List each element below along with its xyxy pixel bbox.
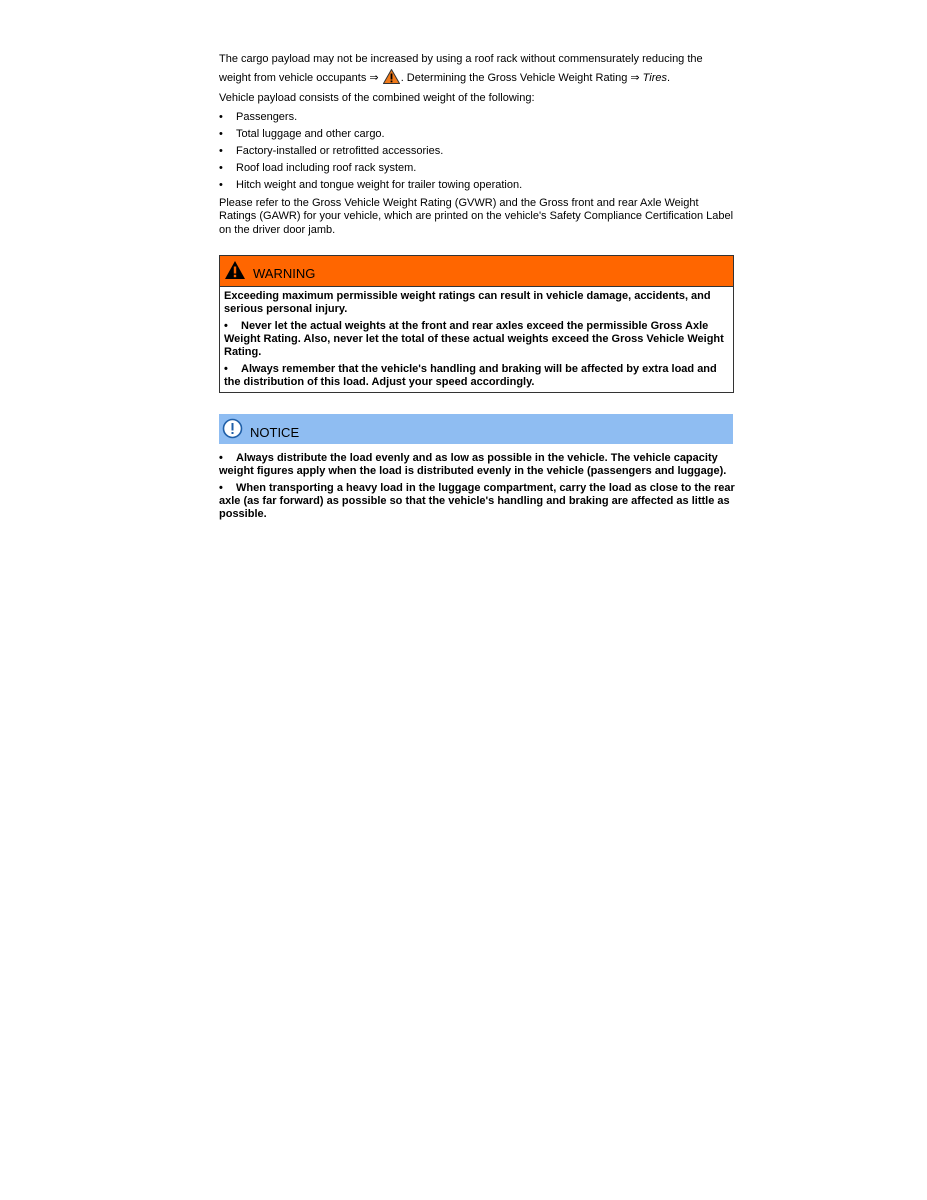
warning-title: WARNING xyxy=(253,266,316,281)
warning-body xyxy=(220,287,733,392)
notice-body xyxy=(219,452,735,525)
warning-box xyxy=(219,255,734,393)
intro-line-2-end: . xyxy=(667,72,671,84)
cargo-payload-paragraph xyxy=(219,50,735,91)
list-item-text: Total luggage and other cargo. xyxy=(236,127,385,140)
intro-line-2a: weight from vehicle occupants ⇒ xyxy=(219,72,382,84)
intro-line-2b: . Determining the Gross Vehicle Weight Rating ⇒ xyxy=(400,72,643,84)
bullet: • xyxy=(219,161,223,174)
notice-header xyxy=(219,414,733,444)
list-item-text: Passengers. xyxy=(236,110,298,123)
list-item-text: Factory-installed or retrofitted accessories. xyxy=(236,144,444,157)
bullet: • xyxy=(219,144,223,157)
warning-item xyxy=(224,320,729,359)
warning-item-text: Always remember that the vehicle's handling and braking will be affected by extra load and the distribution of this load. Adjust your speed accordingly. xyxy=(224,363,717,388)
intro-line-1: The cargo payload may not be increased by using a roof rack without commensurately reducing the xyxy=(219,53,703,65)
list-item-text: Roof load including roof rack system. xyxy=(236,161,417,174)
gvwr-reference-paragraph: Please refer to the Gross Vehicle Weight Rating (GVWR) and the Gross front and rear Axle Weight Ratings (GAWR) for your vehicle, which are printed on the vehicle's Safety Compliance Certification Label on the driver door jamb. xyxy=(219,196,734,236)
tires-link[interactable]: Tires xyxy=(642,72,668,84)
notice-item xyxy=(219,452,735,478)
list-item xyxy=(219,111,735,128)
list-item-text: Hitch weight and tongue weight for trailer towing operation. xyxy=(236,178,523,191)
notice-item xyxy=(219,482,735,521)
info-circle-icon xyxy=(222,418,243,444)
list-item xyxy=(219,179,735,196)
list-item xyxy=(219,128,735,145)
body-text xyxy=(219,50,735,237)
bullet: • xyxy=(224,363,228,375)
notice-item-text: When transporting a heavy load in the luggage compartment, carry the load as close to the rear axle (as far forward) as possible so that the vehicle's handling and braking are affected as little as possible. xyxy=(219,482,735,520)
list-item xyxy=(219,162,735,179)
warning-intro: Exceeding maximum permissible weight ratings can result in vehicle damage, accidents, and serious personal injury. xyxy=(224,290,711,315)
bullet: • xyxy=(219,482,223,494)
warning-icon xyxy=(224,260,246,285)
bullet: • xyxy=(219,127,223,140)
bullet: • xyxy=(219,110,223,123)
warning-triangle-icon[interactable] xyxy=(383,69,400,91)
bullet: • xyxy=(219,178,223,191)
bullet: • xyxy=(224,320,228,332)
bullet: • xyxy=(219,452,223,464)
notice-title: NOTICE xyxy=(250,425,300,440)
notice-item-text: Always distribute the load evenly and as low as possible in the vehicle. The vehicle capacity weight figures apply when the load is distributed evenly in the vehicle (passengers and luggage). xyxy=(219,452,727,477)
payload-list xyxy=(219,111,735,196)
warning-item-text: Never let the actual weights at the front and rear axles exceed the permissible Gross Axle Weight Rating. Also, never let the total of these actual weights exceed the Gross Vehicle Weight Rating. xyxy=(224,320,724,358)
list-item xyxy=(219,145,735,162)
warning-header xyxy=(220,256,733,287)
warning-item xyxy=(224,363,729,389)
payload-heading: Vehicle payload consists of the combined weight of the following: xyxy=(219,92,535,104)
